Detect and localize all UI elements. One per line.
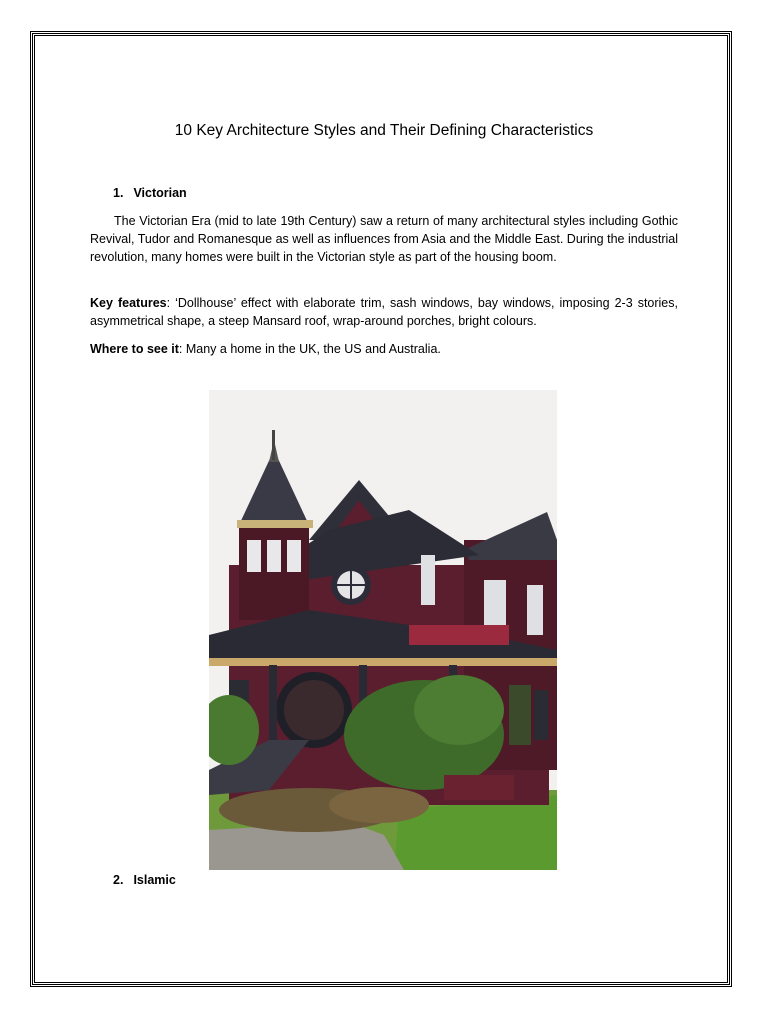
- section-number: 2.: [113, 873, 124, 887]
- victorian-intro-paragraph: The Victorian Era (mid to late 19th Century) saw a return of many architectural styles including Gothic Revival, Tudor and Romanesque as well as influences from Asia and the Middle East. During the industrial revolution, many homes were built in the Victorian style as part of the housing boom.: [90, 214, 678, 264]
- where-to-see-text: : Many a home in the UK, the US and Australia.: [178, 342, 441, 356]
- section-number: 1.: [113, 186, 124, 200]
- where-to-see-paragraph: [90, 340, 678, 358]
- key-features-text: : ‘Dollhouse’ effect with elaborate trim, sash windows, bay windows, imposing 2-3 stories, asymmetrical shape, a steep Mansard roof, wrap-around porches, bright colours.: [90, 296, 678, 328]
- section-heading-islamic: [113, 873, 176, 887]
- where-to-see-label: Where to see it: [90, 342, 179, 356]
- key-features-label: Key features: [90, 296, 167, 310]
- key-features-paragraph: [90, 294, 678, 330]
- section-title: Victorian: [133, 186, 187, 200]
- document-title: 10 Key Architecture Styles and Their Defining Characteristics: [174, 122, 594, 139]
- section-heading-victorian: [113, 186, 187, 200]
- section-title: Islamic: [133, 873, 176, 887]
- victorian-house-photo: [209, 390, 557, 870]
